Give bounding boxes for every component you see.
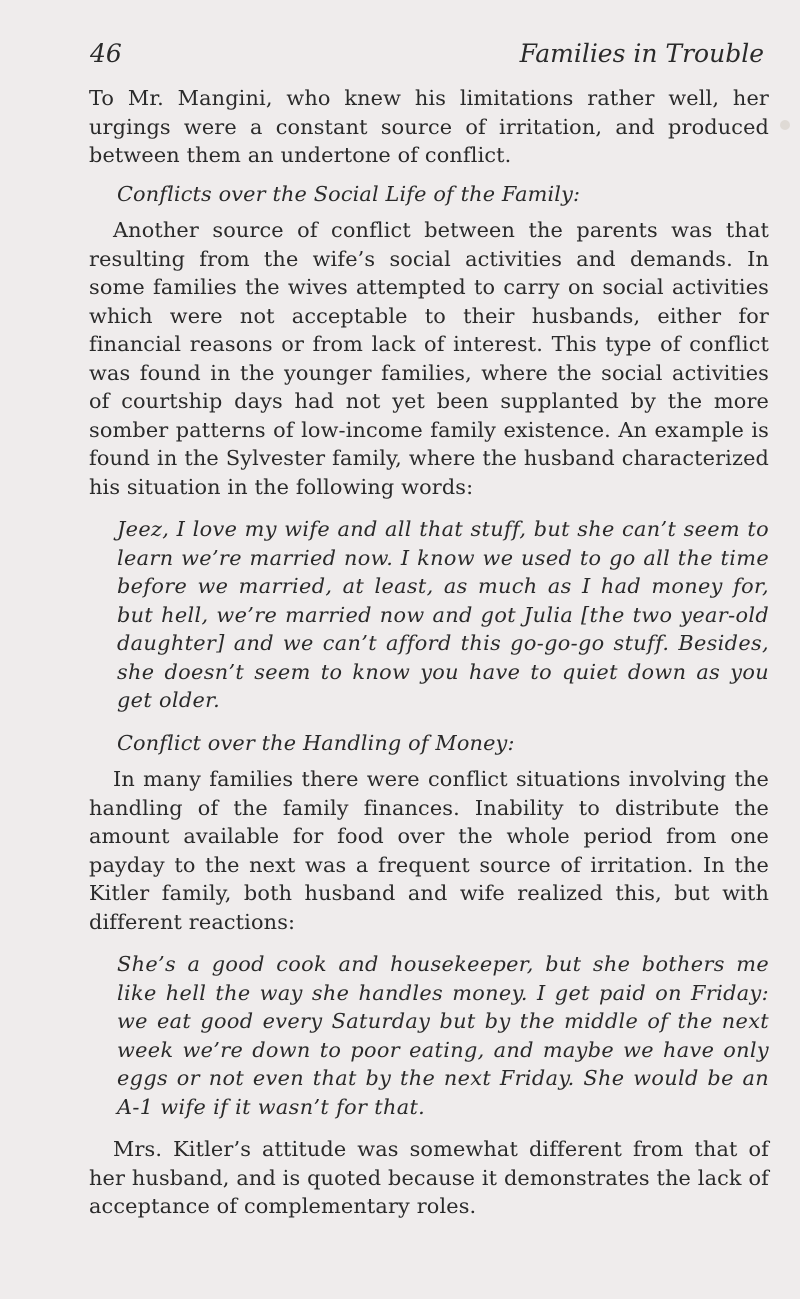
paragraph-mangini: To Mr. Mangini, who knew his limitations rather well, her urgings were a constant source of irritation, and produced between them an undertone of conflict. — [89, 86, 769, 167]
paragraph-money-conflict: In many families there were conflict situations involving the handling of the family finances. Inability to distribute the amount available for food over the whole period from one payday to the next was a frequent source of irritation. In the Kitler family, both husband and wife realized this, but with different reactions: — [89, 767, 769, 934]
scan-blemish — [780, 120, 790, 130]
paragraph-social-conflict: Another source of conflict between the parents was that resulting from the wife’s social activities and demands. In some families the wives attempted to carry on social activities which were not acceptable to their husbands, either for financial reasons or from lack of interest. This type of conflict was found in the younger families, where the social activities of courtship days had not yet been supplanted by the more somber patterns of low-income family existence. An example is found in the Sylvester family, where the husband characterized his situation in the following words: — [89, 218, 769, 499]
body-text — [89, 84, 769, 1221]
quote-kitler: She’s a good cook and housekeeper, but she bothers me like hell the way she handles money. I get paid on Friday: we eat good every Saturday but by the middle of the next week we’re down to poor eating, and maybe we have only eggs or not even that by the next Friday. She would be an A-1 wife if it wasn’t for that. — [117, 952, 769, 1119]
page-number: 46 — [90, 39, 122, 68]
section-heading-social-life: Conflicts over the Social Life of the Family: — [117, 181, 581, 206]
paragraph-mrs-kitler: Mrs. Kitler’s attitude was somewhat different from that of her husband, and is quoted because it demonstrates the lack of acceptance of complementary roles. — [89, 1137, 769, 1218]
section-heading-money: Conflict over the Handling of Money: — [117, 730, 515, 755]
running-title: Families in Trouble — [519, 39, 764, 68]
running-head — [90, 34, 764, 74]
quote-sylvester: Jeez, I love my wife and all that stuff, but she can’t seem to learn we’re married now. I know we used to go all the time before we married, at least, as much as I had money for, but hell, we’re married now and got Julia [the two year-old daughter] and we can’t afford this go-go-go stuff. Besides, she doesn’t seem to know you have to quiet down as you get older. — [117, 517, 769, 712]
